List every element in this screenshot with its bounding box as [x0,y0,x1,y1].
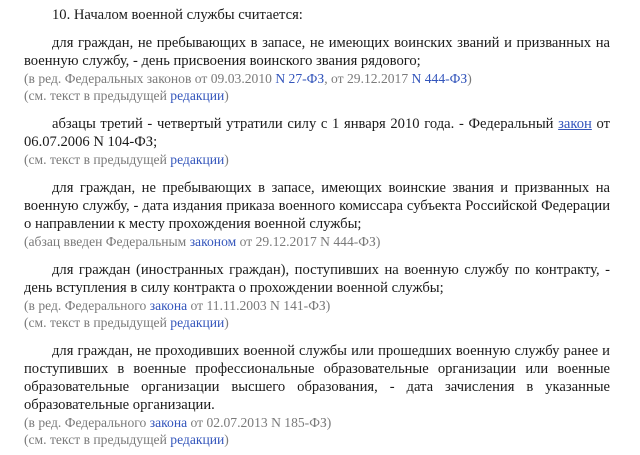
paragraph-text: абзацы третий - четвертый утратили силу с 1 января 2010 года. - Федеральный [52,116,559,132]
previous-edition-note-1 [24,87,610,104]
law-link-444-fz[interactable]: N 444-ФЗ [411,71,468,86]
previous-edition-note-4 [24,314,610,331]
note-text: (в ред. Федерального [24,415,150,430]
paragraph-4: для граждан (иностранных граждан), поступивших на военную службу по контракту, - день вступления в силу контракта о прохождении военной службы; [24,262,610,296]
previous-edition-link[interactable]: редакции [170,432,225,447]
note-text: (в ред. Федеральных законов от 09.03.2010 [24,71,276,86]
note-text: ) [224,432,229,447]
note-text: (см. текст в предыдущей [24,432,171,447]
note-text: (см. текст в предыдущей [24,315,171,330]
previous-edition-note-2 [24,151,610,168]
note-text: ) [224,88,229,103]
paragraph-2 [24,115,610,151]
note-text: от 02.07.2013 N 185-ФЗ) [187,415,332,430]
law-link-185-fz[interactable]: закона [149,415,188,430]
amendment-note-4 [24,297,610,314]
note-text: ) [224,315,229,330]
previous-edition-link[interactable]: редакции [170,152,225,167]
previous-edition-link[interactable]: редакции [170,88,225,103]
note-text: (см. текст в предыдущей [24,88,171,103]
law-link-104-fz[interactable]: закон [558,116,592,132]
paragraph-5: для граждан, не проходивших военной службы или прошедших военную службу ранее и поступивших в военные профессиональные образовательные организации или военные образовательные организации высшего образования, - дата зачисления в указанные образовательные организации. [24,343,610,413]
amendment-note-1 [24,70,610,87]
note-text: (в ред. Федерального [24,298,150,313]
law-link-444-fz[interactable]: законом [189,234,237,249]
previous-edition-link[interactable]: редакции [170,315,225,330]
note-text: от 11.11.2003 N 141-ФЗ) [187,298,331,313]
note-text: от 29.12.2017 N 444-ФЗ) [236,234,381,249]
amendment-note-3 [24,233,610,250]
note-text: , от 29.12.2017 [324,71,412,86]
paragraph-3: для граждан, не пребывающих в запасе, имеющих воинские звания и призванных на военную службу, - дата издания приказа военного комиссара субъекта Российской Федерации о направлении к месту прохождения военной службы; [24,180,610,232]
paragraph-text: от 06.07.2006 N 104-ФЗ; [24,116,610,150]
law-link-27-fz[interactable]: N 27-ФЗ [275,71,325,86]
amendment-note-5 [24,414,610,431]
section-heading: 10. Началом военной службы считается: [52,7,303,23]
previous-edition-note-5 [24,431,610,448]
note-text: ) [224,152,229,167]
document-body [24,6,610,448]
paragraph-1: для граждан, не пребывающих в запасе, не имеющих воинских званий и призванных на военную службу, - день присвоения воинского звания рядового; [24,35,610,69]
note-text: (см. текст в предыдущей [24,152,171,167]
note-text: ) [467,71,472,86]
note-text: (абзац введен Федеральным [24,234,190,249]
law-link-141-fz[interactable]: закона [149,298,188,313]
